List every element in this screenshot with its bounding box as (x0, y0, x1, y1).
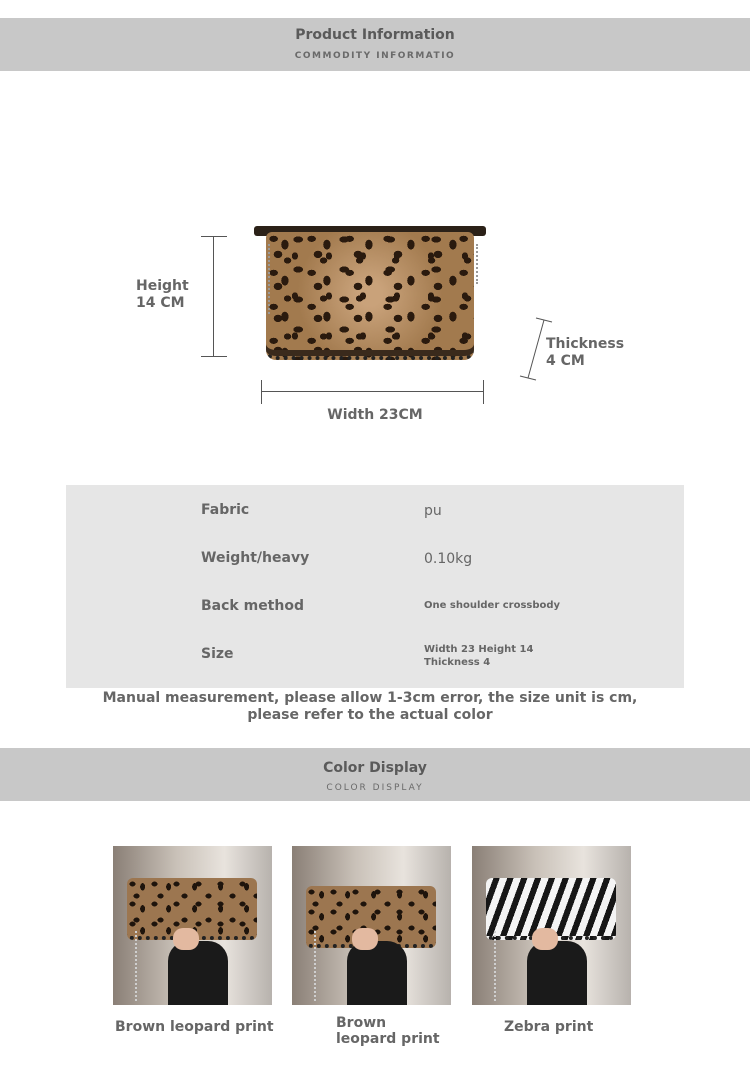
spec-table (66, 485, 684, 688)
spec-key: Weight/heavy (201, 550, 310, 566)
bag-chain-left (268, 244, 270, 314)
spec-value: Width 23 Height 14 Thickness 4 (424, 644, 534, 668)
thickness-label: Thickness 4 CM (546, 336, 625, 369)
bag-chain-right (476, 244, 478, 284)
bag-chain (314, 931, 318, 1001)
hand (352, 928, 378, 950)
measurement-note: Manual measurement, please allow 1-3cm error, the size unit is cm, please refer to the actual color (102, 690, 638, 723)
width-line (261, 391, 483, 392)
spec-value: One shoulder crossbody (424, 600, 561, 611)
height-line (213, 236, 214, 356)
spec-key: Fabric (201, 502, 250, 518)
color-display-title: Color Display (323, 760, 427, 776)
hand (173, 928, 199, 950)
product-info-banner (0, 18, 750, 71)
spec-key: Size (201, 646, 234, 662)
bag-image (266, 232, 474, 360)
spec-value: pu (424, 503, 442, 519)
bag-chain (494, 931, 498, 1001)
color-option-label: Brown leopard print (115, 1019, 274, 1035)
spec-value: 0.10kg (424, 551, 473, 567)
color-option-label: Brown leopard print (336, 1015, 440, 1047)
height-tick-top (201, 236, 227, 237)
height-label: Height 14 CM (136, 278, 189, 311)
width-label: Width 23CM (327, 407, 423, 423)
color-option-image[interactable] (292, 846, 451, 1005)
color-option-label: Zebra print (504, 1019, 594, 1035)
width-tick-left (261, 380, 262, 404)
color-option-image[interactable] (472, 846, 631, 1005)
product-info-title: Product Information (295, 27, 455, 43)
color-display-banner (0, 748, 750, 801)
width-tick-right (483, 380, 484, 404)
height-tick-bottom (201, 356, 227, 357)
color-display-subtitle: COLOR DISPLAY (326, 783, 424, 793)
bag-chain (135, 931, 139, 1001)
product-info-subtitle: COMMODITY INFORMATIO (294, 51, 456, 61)
color-option-image[interactable] (113, 846, 272, 1005)
arm (527, 941, 587, 1005)
hand (532, 928, 558, 950)
spec-key: Back method (201, 598, 304, 614)
arm (168, 941, 228, 1005)
arm (347, 941, 407, 1005)
